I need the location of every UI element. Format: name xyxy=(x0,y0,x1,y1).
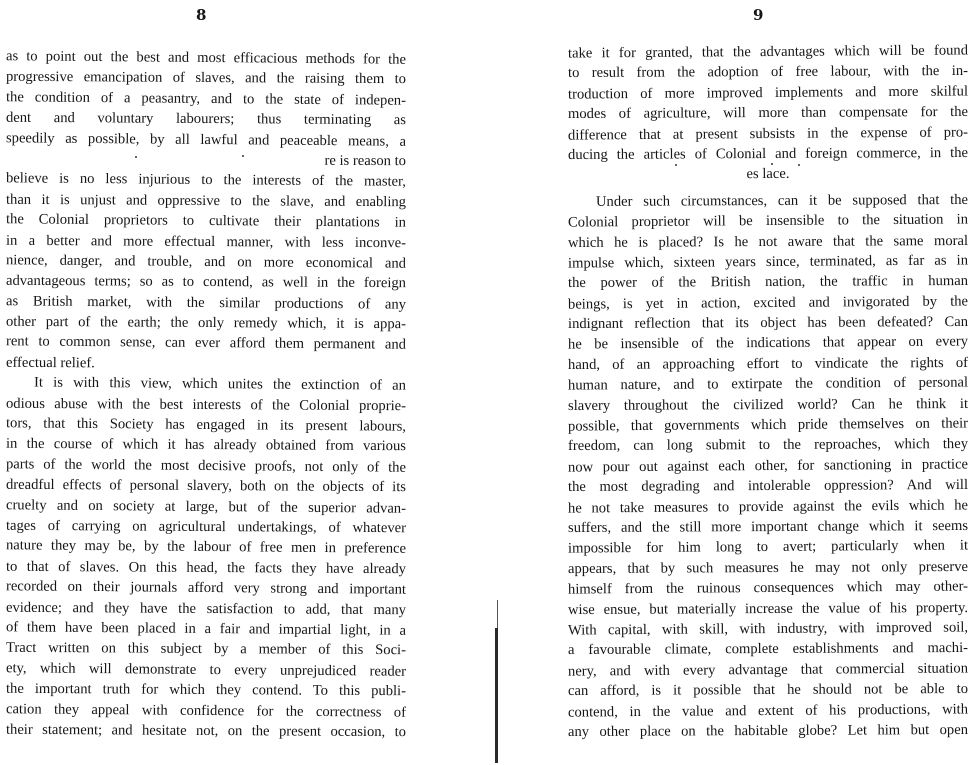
text-line: the condition of a peasantry, and to the state of indepen- xyxy=(5,89,407,109)
text-line: odious abuse with the best interests of the Colonial proprie- xyxy=(5,395,407,414)
text-line: human nature, and to extirpate the condition of personal xyxy=(567,374,969,394)
text-line: nery, and with every advantage that commercial situation xyxy=(567,660,969,680)
text-line: effectual relief. xyxy=(5,354,95,372)
text-line: Tract written on this subject by a member of this Soci- xyxy=(5,640,407,659)
text-line: ducing the articles of Colonial and foreign commerce, in the xyxy=(567,144,969,164)
text-line: as to point out the best and most efficacious methods for the xyxy=(5,48,407,68)
text-line: he not take measures to provide against the evils which he xyxy=(567,497,969,517)
text-line: Colonial proprietor will be insensible to the situation in xyxy=(567,211,969,231)
text-line: can afford, is it possible that he should not be able to xyxy=(567,681,969,700)
text-line: than it is unjust and oppressive to the slave, and enabling xyxy=(5,191,407,210)
text-line: in a better and more effectual manner, with less inconve- xyxy=(5,232,407,251)
text-line: re is reason to xyxy=(324,152,407,170)
text-line: suffers, and the still more important change which it seems xyxy=(567,517,969,537)
text-line: in the course of which it has already obtained from various xyxy=(5,436,407,455)
text-line: rent to common sense, can ever afford them permanent and xyxy=(5,333,407,354)
text-line: appears, that by such measures he may not only preserve xyxy=(567,558,969,577)
text-line: their statement; and hesitate not, on the present occasion, to xyxy=(5,721,407,741)
text-line: cruelty and on society at large, but of the superior advan- xyxy=(5,496,407,517)
text-line: recorded on their journals afford very strong and important xyxy=(5,578,407,598)
text-line: wise ensue, but materially increase the value of his property. xyxy=(567,599,969,618)
text-line: the important truth for which they contend. To this publi- xyxy=(5,680,407,700)
text-line: nience, danger, and trouble, and on more economical and xyxy=(5,252,407,272)
ink-speck xyxy=(798,164,800,166)
text-line: tages of carrying on agricultural undertakings, of whatever xyxy=(5,517,407,537)
text-line: which he is placed? Is he not aware that the same moral xyxy=(567,232,969,251)
text-line: parts of the world the most decisive proofs, not only of the xyxy=(5,456,407,476)
text-line: of them have been placed in a fair and impartial light, in a xyxy=(5,619,407,639)
ink-speck xyxy=(242,155,244,157)
text-line: tors, that this Society has engaged in its present labours, xyxy=(5,415,407,435)
text-line: impossible for him long to avert; particularly when it xyxy=(567,537,969,557)
text-line: as British market, with the similar productions of any xyxy=(5,292,407,313)
text-line: to that of slaves. On this head, the facts they have already xyxy=(5,558,407,577)
text-line: any other place on the habitable globe? Let him but open xyxy=(567,721,969,740)
text-line: evidence; and they have the satisfaction to add, that many xyxy=(5,599,407,618)
text-line: to result from the adoption of free labour, with the in- xyxy=(567,63,969,82)
text-line: hand, of an approaching effort to vindicate the rights of xyxy=(567,354,969,373)
text-line: ety, which will demonstrate to every unprejudiced reader xyxy=(5,659,407,680)
ink-speck xyxy=(135,156,137,158)
text-line: now pour out against each other, for sanctioning in practice xyxy=(567,456,969,476)
text-line: indignant reflection that its object has been defeated? Can xyxy=(567,314,969,333)
text-line: speedily as possible, by all lawful and peaceable means, a xyxy=(5,129,407,150)
text-line: freedom, can long submit to the reproaches, which they xyxy=(567,436,969,455)
ink-speck xyxy=(675,164,677,166)
binding-gutter-line xyxy=(495,628,498,763)
text-line: contend, in the value and extent of his productions, with xyxy=(567,700,969,721)
text-line: With capital, with skill, with industry, with improved soil, xyxy=(567,619,969,639)
ink-speck xyxy=(771,163,773,165)
text-line: cation they appeal with confidence for the correctness of xyxy=(5,700,407,721)
text-line: nature they may be, by the labour of free men in preference xyxy=(5,537,407,558)
text-line: possible, that governments which pride themselves on their xyxy=(567,415,969,435)
text-line: difference that at present subsists in the expense of pro- xyxy=(567,123,969,144)
text-line: modes of agriculture, will more than compensate for the xyxy=(567,104,969,123)
text-line: take it for granted, that the advantages which will be found xyxy=(567,42,969,62)
text-line: himself from the ruinous consequences which may other- xyxy=(567,578,969,598)
left-page-number: 8 xyxy=(196,6,207,24)
text-line: the most degrading and intolerable oppression? And will xyxy=(567,477,969,496)
paragraph-start-line: Under such circumstances, can it be supposed that the xyxy=(595,191,969,210)
left-page-text xyxy=(6,48,406,741)
paragraph-start-line: It is with this view, which unites the extinction of an xyxy=(33,374,407,394)
text-line: slavery throughout the civilized world? Can he think it xyxy=(567,395,969,414)
text-line: he be insensible of the indications that appear on every xyxy=(567,333,969,354)
text-line: the power of the British nation, the traffic in human xyxy=(567,273,969,292)
text-line: dreadful effects of personal slavery, both on the objects of its xyxy=(5,476,407,496)
text-line: other part of the earth; the only remedy which, it is appa- xyxy=(5,313,407,333)
text-line: believe is no less injurious to the interests of the master, xyxy=(5,170,407,191)
text-line: dent and voluntary labourers; thus terminating as xyxy=(5,109,407,129)
text-line: impulse which, sixteen years since, terminated, as far as in xyxy=(567,252,969,272)
right-page-text xyxy=(568,42,968,741)
text-line: advantageous terms; so as to contend, as well in the foreign xyxy=(5,273,407,292)
right-page-number: 9 xyxy=(753,6,764,24)
text-line: beings, is yet in action, excited and invigorated by the xyxy=(567,293,969,313)
text-line: troduction of more improved implements and more skilful xyxy=(567,83,969,103)
text-line: progressive emancipation of slaves, and the raising them to xyxy=(5,69,407,88)
text-line: the Colonial proprietors to cultivate their plantations in xyxy=(5,211,407,231)
text-line: a favourable climate, complete establishments and machi- xyxy=(567,640,969,659)
text-line: es lace. xyxy=(746,166,790,183)
